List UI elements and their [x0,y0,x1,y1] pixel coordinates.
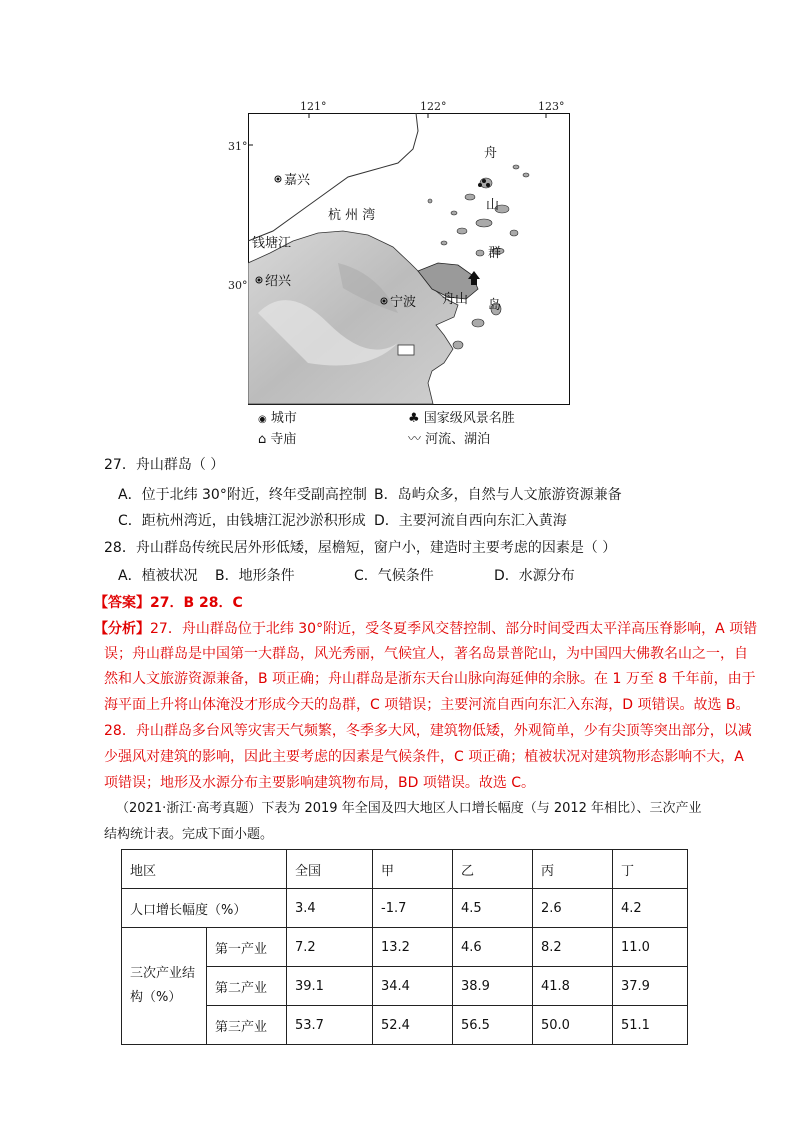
legend-temple: ⌂ 寺庙 [258,432,297,447]
river-legend-icon: 〰 [408,432,422,447]
analysis-line-5: 28．舟山群岛多台风等灾害天气频繁，冬季多大风，建筑物低矮，外观简单，少有尖顶等突出部分，以减 [104,723,752,739]
lat-label-31: 31° [228,140,248,153]
table-cell: 37.9 [613,967,688,1006]
table-cell: 51.1 [613,1006,688,1045]
intro-line-2: 结构统计表。完成下面小题。 [104,827,274,842]
label-qiantang: 钱塘江 [252,236,292,251]
lon-label-121: 121° [300,100,327,113]
structure-label: 三次产业结 构（%） [122,928,207,1045]
table-row-primary [122,928,688,967]
q28-option-b: B．地形条件 [215,568,295,584]
table-cell: 7.2 [287,928,373,967]
legend-scenic: ♣ 国家级风景名胜 [408,411,515,426]
analysis-line-3: 然和人文旅游资源兼备，B 项正确；舟山群岛是浙东天台山脉向海延伸的余脉。在 1 万至 8 千年前，由于 [104,671,756,687]
header-cell: 乙 [453,850,533,889]
analysis-line-6: 少强风对建筑的影响，因此主要考虑的因素是气候条件，C 项正确；植被状况对建筑物形态影响不大，A [104,749,744,765]
legend-river: 〰 河流、湖泊 [408,432,491,447]
header-cell: 地区 [122,850,287,889]
table-cell: 2.6 [533,889,613,928]
q28-stem: 28．舟山群岛传统民居外形低矮，屋檐短，窗户小，建造时主要考虑的因素是（ ） [104,540,617,556]
q27-stem: 27．舟山群岛（ ） [104,457,225,473]
intro-line-1: （2021·浙江·高考真题）下表为 2019 年全国及四大地区人口增长幅度（与 2012 年相比）、三次产业 [116,801,702,816]
table-cell: 34.4 [373,967,453,1006]
table-cell: 50.0 [533,1006,613,1045]
answer-line [94,593,243,613]
header-cell: 丁 [613,850,688,889]
q27-option-a: A．位于北纬 30°附近，终年受副高控制 [118,487,367,503]
q27-option-b: B．岛屿众多，自然与人文旅游资源兼备 [374,487,622,503]
row-label: 第一产业 [207,928,287,967]
header-cell: 甲 [373,850,453,889]
table-cell: 41.8 [533,967,613,1006]
table-cell: 38.9 [453,967,533,1006]
q27-option-c: C．距杭州湾近，由钱塘江泥沙淤积形成 [118,513,366,529]
label-shaoxing: 绍兴 [265,274,292,289]
table-cell: 4.2 [613,889,688,928]
lat-label-30: 30° [228,279,248,292]
legend-city: ◉ 城市 [258,411,297,426]
answer-text: 27．B 28．C [150,595,243,611]
label-ningbo: 宁波 [390,295,417,310]
table-cell: 11.0 [613,928,688,967]
label-jiaxing: 嘉兴 [284,173,311,188]
table-cell: 4.6 [453,928,533,967]
analysis-tag: 【分析】 [94,621,150,637]
stats-table [121,849,688,1045]
lake [398,345,414,355]
q27-option-d: D．主要河流自西向东汇入黄海 [374,513,567,529]
table-row-tertiary [122,1006,688,1045]
table-row-population [122,889,688,928]
table-cell: 56.5 [453,1006,533,1045]
table-row-secondary [122,967,688,1006]
q28-option-a: A．植被状况 [118,568,198,584]
table-cell: 39.1 [287,967,373,1006]
answer-tag: 【答案】 [94,595,150,611]
table-cell: 3.4 [287,889,373,928]
label-zhoushan: 舟山 [442,292,469,307]
analysis-line-4: 海平面上升将山体淹没才形成今天的岛群，C 项错误；主要河流自西向东汇入东海，D 项错误。故选 B。 [104,697,750,713]
label-hangzhou-bay: 杭 州 湾 [328,208,376,223]
table-cell: 13.2 [373,928,453,967]
zhoushan-map [248,113,570,405]
temple-legend-icon: ⌂ [258,432,267,447]
header-cell: 丙 [533,850,613,889]
scenic-legend-icon: ♣ [408,411,420,426]
lon-label-123: 123° [538,100,565,113]
lon-label-122: 122° [420,100,447,113]
table-cell: -1.7 [373,889,453,928]
row-label: 人口增长幅度（%） [122,889,287,928]
q28-option-c: C．气候条件 [354,568,434,584]
label-zhou: 舟 [484,146,498,161]
row-label: 第二产业 [207,967,287,1006]
table-cell: 52.4 [373,1006,453,1045]
table-cell: 53.7 [287,1006,373,1045]
table-cell: 8.2 [533,928,613,967]
analysis-line-1: 【分析】27．舟山群岛位于北纬 30°附近，受冬夏季风交替控制、部分时间受西太平洋高压脊影响，A 项错 [94,621,758,637]
label-shan: 山 [486,198,500,213]
table-cell: 4.5 [453,889,533,928]
q28-option-d: D．水源分布 [494,568,575,584]
city-legend-icon: ◉ [258,414,267,425]
header-cell: 全国 [287,850,373,889]
label-qun: 群 [488,246,502,261]
analysis-line-7: 项错误；地形及水源分布主要影响建筑物布局，BD 项错误。故选 C。 [104,775,536,791]
label-dao: 岛 [488,298,502,313]
analysis-line-2: 误；舟山群岛是中国第一大群岛，风光秀丽，气候宜人，著名岛景普陀山，为中国四大佛教名山之一，自 [104,646,748,662]
row-label: 第三产业 [207,1006,287,1045]
table-header-row [122,850,688,889]
